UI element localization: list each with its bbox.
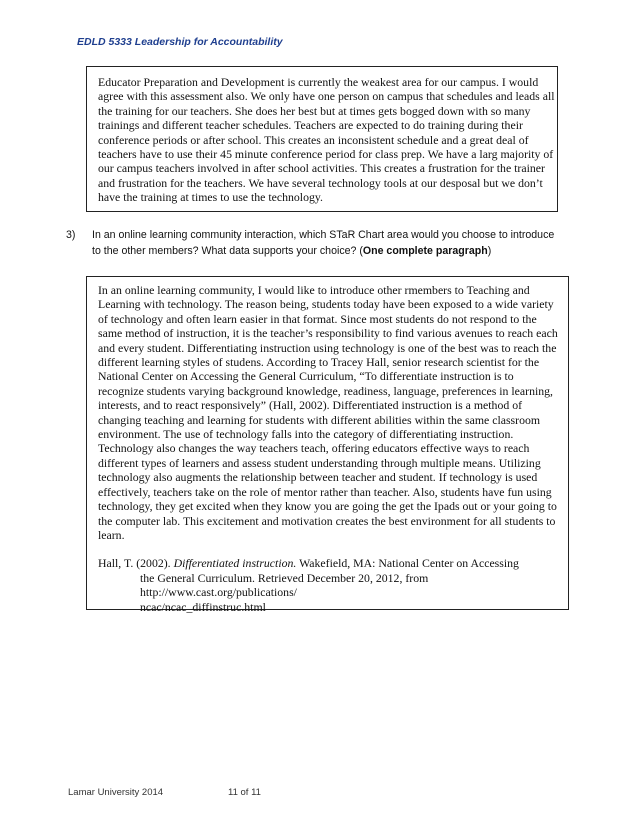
question-bold-requirement: One complete paragraph xyxy=(362,244,488,257)
question-open-paren: ( xyxy=(359,244,363,257)
question-close-paren: ) xyxy=(487,244,492,257)
answer-box-2 xyxy=(86,66,558,212)
reference-line-1 xyxy=(98,556,562,570)
reference-url-1: http://www.cast.org/publications/ xyxy=(140,585,297,600)
reference xyxy=(98,556,562,614)
reference-line-2: the General Curriculum. Retrieved December 20, 2012, from xyxy=(140,570,429,585)
footer-university: Lamar University 2014 xyxy=(68,787,164,798)
question-number: 3) xyxy=(66,229,76,241)
reference-author: Hall, T. (2002). xyxy=(98,556,174,571)
document-header: EDLD 5333 Leadership for Accountability xyxy=(77,36,283,48)
question-text: In an online learning community interaction, which STaR Chart area would you choose to introduce to the other members? What data supports your choice? xyxy=(92,229,555,257)
question-3 xyxy=(66,228,556,259)
footer-page-number: 11 of 11 xyxy=(228,787,261,798)
answer-3-text: In an online learning community, I would like to introduce other rmembers to Teaching and Learning with technology. The reason being, students today have been exposed to a wide variety of technology and often learn easier in that format. Since most students do not respond to the same method of instruction, it is the teacher’s responsibility to find various avenues to reach each and every student. Differentiating instruction using technology is one of the best was to reach the different learning styles of studens. According to Tracey Hall, senior research scientist for the National Center on Accessing the General Curriculum, “To differentiate instruction is to recognize students varying background knowledge, readiness, language, preferences in learning, interests, and to react responsively” (Hall, 2002). Differentiated instruction is a method of changing teaching and learning for students with different abilities within the same classroom environment. The use of technology falls into the category of differentiating instruction. Technology also changes the way teachers teach, offering educators effective ways to reach different types of learners and assess student understanding through multiple means. Utilizing technology also augments the relationship between teacher and student. If technology is used effectively, teachers take on the role of mentor rather than teacher. Also, students have fun using technology, they get excited when they know you are going the get the Ipads out or your going to the computer lab. This excitement and motivation creates the best environment for all students to learn. xyxy=(98,283,558,542)
answer-2-text: Educator Preparation and Development is currently the weakest area for our campus. I would agree with this assessment also. We only have one person on campus that schedules and leads all the training for our teachers. She does her best but at times gets bogged down with so many trainings and different teacher schedules. Teachers are expected to do training during their conference periods or after school. This creates an inconsistent schedule and a great deal of teachers have to use their 45 minute conference period for class prep. We have a larg majority of our campus teachers involved in after school activities. This creates a frustration for the trainer and frustration for the teachers. We have several technology tools at our desposal but we don’t have the training at times to use the technology. xyxy=(98,75,555,205)
reference-title: Differentiated instruction. xyxy=(173,556,297,571)
question-text-block xyxy=(92,228,556,259)
reference-url-2: ncac/ncac_diffinstruc.html xyxy=(140,599,266,614)
reference-publisher: Wakefield, MA: National Center on Accessing xyxy=(296,556,519,571)
answer-box-3 xyxy=(86,276,569,614)
